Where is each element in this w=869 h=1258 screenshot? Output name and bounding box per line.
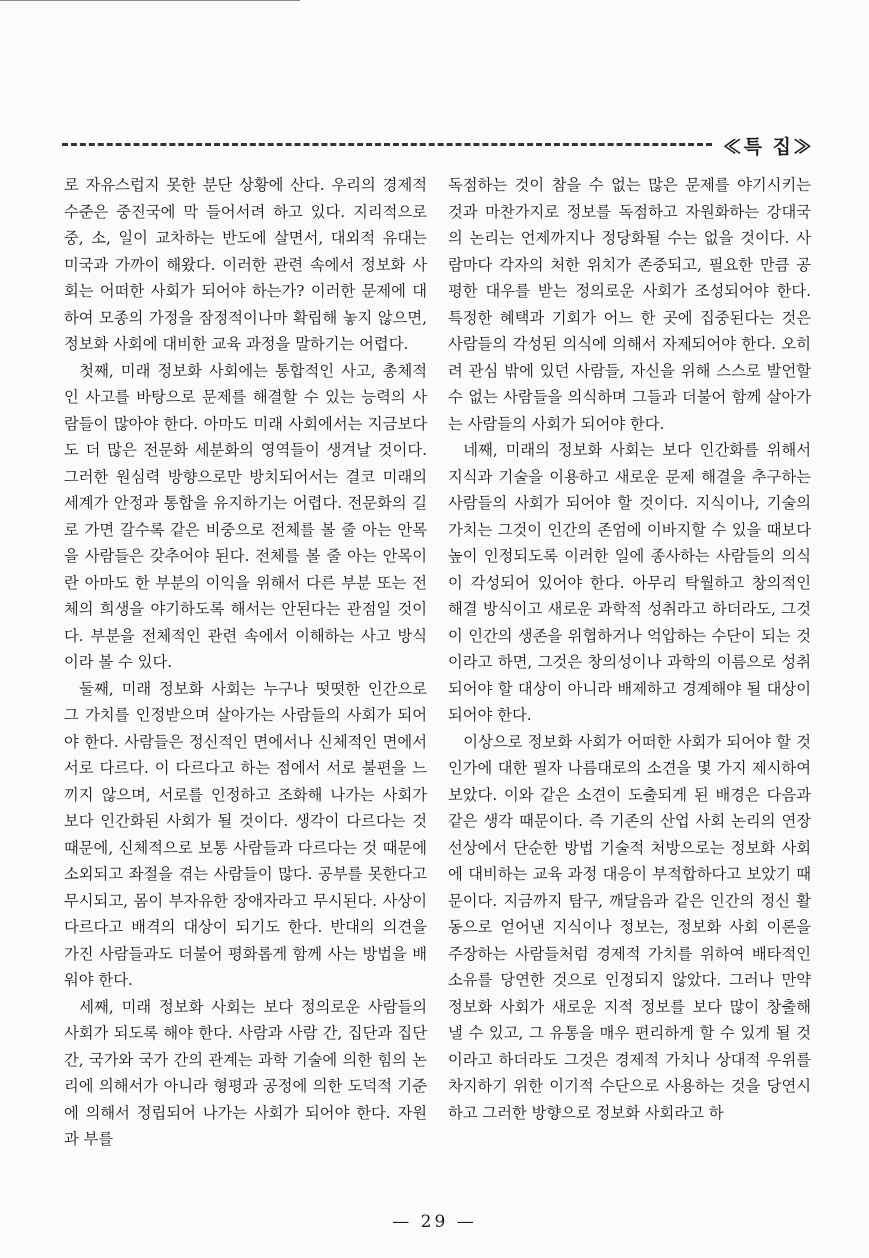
section-header	[62, 132, 814, 158]
header-dashed-rule	[62, 143, 712, 146]
top-edge-rule	[0, 0, 300, 1]
paragraph: 로 자유스럽지 못한 분단 상황에 산다. 우리의 경제적 수준은 중진국에 막 들어서려 하고 있다. 지리적으로 중, 소, 일이 교차하는 반도에 살면서, 대외적 유대는 미국과 가까이 해왔다. 이러한 관련 속에서 정보화 사회는 어떠한 사회가 되어야 하는가? 이러한 문제에 대하여 모종의 가정을 잠정적이나마 확립해 놓지 않으면, 정보화 사회에 대비한 교육 과정을 말하기는 어렵다.	[64, 176, 427, 353]
left-column	[64, 172, 427, 1153]
page-number: — 29 —	[392, 1212, 477, 1232]
paragraph: 이상으로 정보화 사회가 어떠한 사회가 되어야 할 것인가에 대한 필자 나름대로의 소견을 몇 가지 제시하여 보았다. 이와 같은 소견이 도출되게 된 배경은 다음과 같은 생각 때문이다. 즉 기존의 산업 사회 논리의 연장선상에서 단순한 방법 기술적 처방으로는 정보화 사회에 대비하는 교육 과정 대응이 부적합하다고 보았기 때문이다. 지금까지 탐구, 깨달음과 같은 인간의 정신 활동으로 얻어낸 지식이나 정보는, 정보화 사회 이론을 주장하는 사람들처럼 경제적 가치를 위하여 배타적인 소유를 당연한 것으로 인정되지 않았다. 그러나 만약 정보화 사회가 새로운 지적 정보를 보다 많이 창출해 낼 수 있고, 그 유통을 매우 편리하게 할 수 있게 될 것이라고 하더라도 그것은 경제적 가치나 상대적 우위를 차지하기 위한 이기적 수단으로 사용하는 것을 당연시하고 그러한 방향으로 정보화 사회라고 하	[448, 732, 811, 1122]
paragraph: 독점하는 것이 참을 수 없는 많은 문제를 야기시키는 것과 마찬가지로 정보를 독점하고 자원화하는 강대국의 논리는 언제까지나 정당화될 수는 없을 것이다. 사람마다 각자의 처한 위치가 존중되고, 필요한 만큼 공평한 대우를 받는 정의로운 사회가 조성되어야 한다. 특정한 혜택과 기회가 어느 한 곳에 집중된다는 것은 사람들의 각성된 의식에 의해서 자제되어야 한다. 오히려 관심 밖에 있던 사람들, 자신을 위해 스스로 발언할 수 없는 사람들을 의식하며 그들과 더불어 함께 살아가는 사람들의 사회가 되어야 한다.	[448, 176, 811, 433]
paragraph: 첫째, 미래 정보화 사회에는 통합적인 사고, 총체적인 사고를 바탕으로 문제를 해결할 수 있는 능력의 사람들이 많아야 한다. 아마도 미래 사회에서는 지금보다도 더 많은 전문화 세분화의 영역들이 생겨날 것이다. 그러한 원심력 방향으로만 방치되어서는 결코 미래의 세계가 안정과 통합을 유지하기는 어렵다. 전문화의 길로 가면 갈수록 같은 비중으로 전체를 볼 줄 아는 안목을 사람들은 갖추어야 된다. 전체를 볼 줄 아는 안목이란 아마도 한 부분의 이익을 위해서 다른 부분 또는 전체의 희생을 야기하도록 해서는 안된다는 관점일 것이다. 부분을 전체적인 관련 속에서 이해하는 사고 방식이라 볼 수 있다.	[64, 361, 427, 671]
paragraph: 둘째, 미래 정보화 사회는 누구나 떳떳한 인간으로 그 가치를 인정받으며 살아가는 사람들의 사회가 되어야 한다. 사람들은 정신적인 면에서나 신체적인 면에서 서로 다르다. 이 다르다고 하는 점에서 서로 불편을 느끼지 않으며, 서로를 인정하고 조화해 나가는 사회가 보다 인간화된 사회가 될 것이다. 생각이 다르다는 것 때문에, 신체적으로 보통 사람들과 다르다는 것 때문에 소외되고 좌절을 겪는 사람들이 많다. 공부를 못한다고 무시되고, 몸이 부자유한 장애자라고 무시된다. 사상이 다르다고 배격의 대상이 되기도 한다. 반대의 의견을 가진 사람들과도 더불어 평화롭게 함께 사는 방법을 배워야 한다.	[64, 679, 427, 989]
right-column	[448, 172, 811, 1126]
section-label: ≪특 집≫	[717, 132, 814, 159]
paragraph: 네째, 미래의 정보화 사회는 보다 인간화를 위해서 지식과 기술을 이용하고 새로운 문제 해결을 추구하는 사람들의 사회가 되어야 할 것이다. 지식이나, 기술의 가치는 그것이 인간의 존엄에 이바지할 수 있을 때보다 높이 인정되도록 이러한 일에 종사하는 사람들의 의식이 각성되어 있어야 한다. 아무리 탁월하고 창의적인 해결 방식이고 새로운 과학적 성취라고 하더라도, 그것이 인간의 생존을 위협하거나 억압하는 수단이 되는 것이라고 하면, 그것은 창의성이나 과학의 이름으로 성취되어야 할 대상이 아니라 배제하고 경계해야 될 대상이 되어야 한다.	[448, 441, 811, 724]
paragraph: 세째, 미래 정보화 사회는 보다 정의로운 사람들의 사회가 되도록 해야 한다. 사람과 사람 간, 집단과 집단 간, 국가와 국가 간의 관계는 과학 기술에 의한 힘의 논리에 의해서가 아니라 형평과 공정에 의한 도덕적 기준에 의해서 정립되어 나가는 사회가 되어야 한다. 자원과 부를	[64, 997, 427, 1148]
